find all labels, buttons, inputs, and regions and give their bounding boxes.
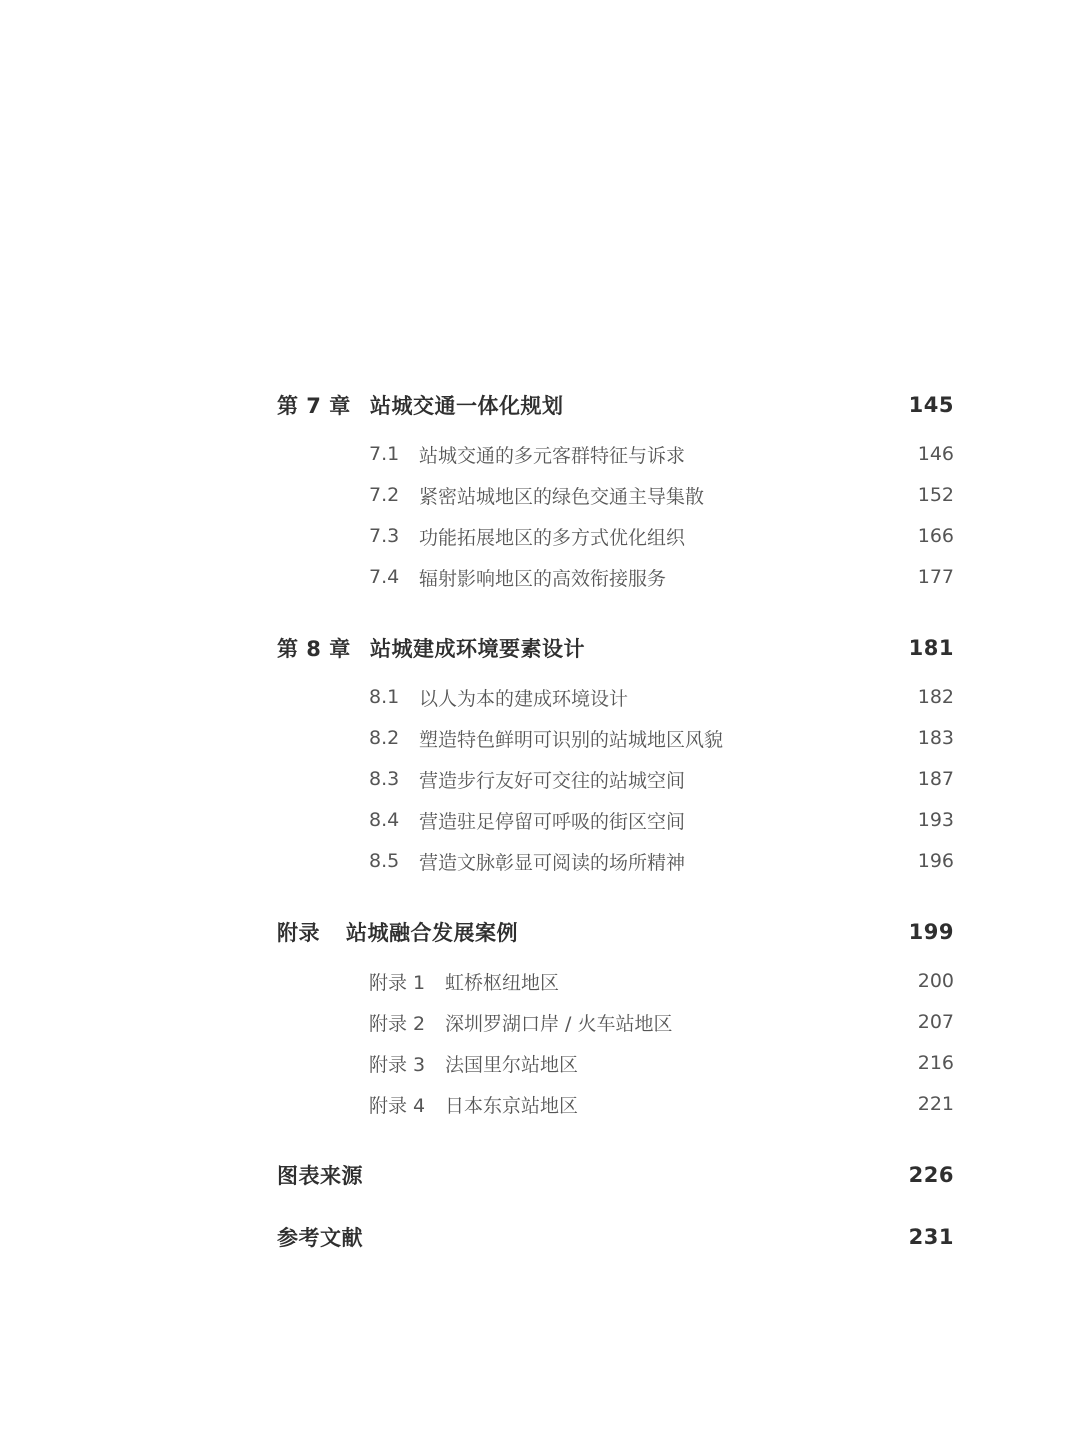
toc-entry-left bbox=[369, 807, 685, 834]
toc-figure-sources[interactable] bbox=[277, 1160, 954, 1190]
section-title: 虹桥枢纽地区 bbox=[445, 971, 560, 994]
page-number: 182 bbox=[917, 686, 954, 708]
section-number: 附录 2 bbox=[369, 1012, 426, 1035]
toc-entry-left bbox=[277, 633, 585, 663]
chapter-title: 站城交通一体化规划 bbox=[370, 394, 564, 418]
toc-section-7-4[interactable] bbox=[277, 562, 954, 592]
chapter-number: 附录 bbox=[277, 921, 320, 945]
toc-entry-left bbox=[369, 766, 685, 793]
chapter-number: 第 7 章 bbox=[277, 394, 351, 418]
toc-entry-left bbox=[369, 1050, 578, 1077]
chapter-number: 第 8 章 bbox=[277, 637, 351, 661]
page-number: 221 bbox=[917, 1093, 954, 1115]
toc-section-7-3[interactable] bbox=[277, 521, 954, 551]
toc-section-8-5[interactable] bbox=[277, 846, 954, 876]
section-number: 8.1 bbox=[369, 686, 400, 708]
section-title: 法国里尔站地区 bbox=[445, 1053, 579, 1076]
chapter-title: 图表来源 bbox=[277, 1164, 363, 1188]
page-number: 196 bbox=[917, 850, 954, 872]
toc-entry-left bbox=[369, 1091, 578, 1118]
page-number: 146 bbox=[917, 443, 954, 465]
page-number: 181 bbox=[908, 636, 954, 660]
toc-references[interactable] bbox=[277, 1222, 954, 1252]
page-number: 200 bbox=[917, 970, 954, 992]
toc-entry-left bbox=[369, 1009, 672, 1036]
page-number: 177 bbox=[917, 566, 954, 588]
section-number: 附录 3 bbox=[369, 1053, 426, 1076]
toc-entry-left bbox=[277, 1222, 363, 1252]
section-title: 深圳罗湖口岸 / 火车站地区 bbox=[445, 1012, 673, 1035]
section-title: 营造步行友好可交往的站城空间 bbox=[419, 769, 686, 792]
chapter-title: 站城建成环境要素设计 bbox=[370, 637, 585, 661]
section-number: 8.2 bbox=[369, 727, 400, 749]
toc-chapter-7[interactable] bbox=[277, 390, 954, 420]
section-title: 站城交通的多元客群特征与诉求 bbox=[419, 444, 686, 467]
toc-chapter-8[interactable] bbox=[277, 633, 954, 663]
page-number: 216 bbox=[917, 1052, 954, 1074]
section-number: 7.1 bbox=[369, 443, 400, 465]
toc-entry-left bbox=[369, 848, 685, 875]
section-number: 8.5 bbox=[369, 850, 400, 872]
page-number: 152 bbox=[917, 484, 954, 506]
section-title: 紧密站城地区的绿色交通主导集散 bbox=[419, 485, 705, 508]
toc-entry-left bbox=[369, 482, 704, 509]
section-number: 附录 1 bbox=[369, 971, 426, 994]
toc-section-8-3[interactable] bbox=[277, 764, 954, 794]
page-number: 226 bbox=[908, 1163, 954, 1187]
toc-appendix-4[interactable] bbox=[277, 1089, 954, 1119]
page-number: 199 bbox=[908, 920, 954, 944]
section-title: 营造文脉彰显可阅读的场所精神 bbox=[419, 851, 686, 874]
toc-entry-left bbox=[369, 684, 628, 711]
section-number: 7.2 bbox=[369, 484, 400, 506]
toc-entry-left bbox=[277, 1160, 363, 1190]
toc-appendix-1[interactable] bbox=[277, 966, 954, 996]
toc-appendix-3[interactable] bbox=[277, 1048, 954, 1078]
toc-entry-left bbox=[369, 564, 666, 591]
section-title: 以人为本的建成环境设计 bbox=[419, 687, 629, 710]
page-number: 183 bbox=[917, 727, 954, 749]
toc-entry-left bbox=[369, 725, 723, 752]
toc-entry-left bbox=[277, 390, 564, 420]
toc-entry-left bbox=[369, 968, 559, 995]
toc-section-8-1[interactable] bbox=[277, 682, 954, 712]
toc-section-7-2[interactable] bbox=[277, 480, 954, 510]
toc-section-8-2[interactable] bbox=[277, 723, 954, 753]
chapter-title: 站城融合发展案例 bbox=[346, 921, 518, 945]
page-number: 187 bbox=[917, 768, 954, 790]
section-title: 日本东京站地区 bbox=[445, 1094, 579, 1117]
page-number: 166 bbox=[917, 525, 954, 547]
section-number: 附录 4 bbox=[369, 1094, 426, 1117]
section-number: 8.3 bbox=[369, 768, 400, 790]
page-number: 193 bbox=[917, 809, 954, 831]
toc-section-7-1[interactable] bbox=[277, 439, 954, 469]
page-number: 231 bbox=[908, 1225, 954, 1249]
toc-entry-left bbox=[369, 441, 685, 468]
page-number: 207 bbox=[917, 1011, 954, 1033]
section-title: 辐射影响地区的高效衔接服务 bbox=[419, 567, 667, 590]
toc-entry-left bbox=[277, 917, 518, 947]
table-of-contents bbox=[277, 0, 954, 1431]
section-number: 7.4 bbox=[369, 566, 400, 588]
toc-section-8-4[interactable] bbox=[277, 805, 954, 835]
toc-appendix[interactable] bbox=[277, 917, 954, 947]
toc-appendix-2[interactable] bbox=[277, 1007, 954, 1037]
section-title: 塑造特色鲜明可识别的站城地区风貌 bbox=[419, 728, 724, 751]
page-number: 145 bbox=[908, 393, 954, 417]
chapter-title: 参考文献 bbox=[277, 1226, 363, 1250]
section-number: 8.4 bbox=[369, 809, 400, 831]
section-title: 功能拓展地区的多方式优化组织 bbox=[419, 526, 686, 549]
toc-entry-left bbox=[369, 523, 685, 550]
section-number: 7.3 bbox=[369, 525, 400, 547]
section-title: 营造驻足停留可呼吸的街区空间 bbox=[419, 810, 686, 833]
